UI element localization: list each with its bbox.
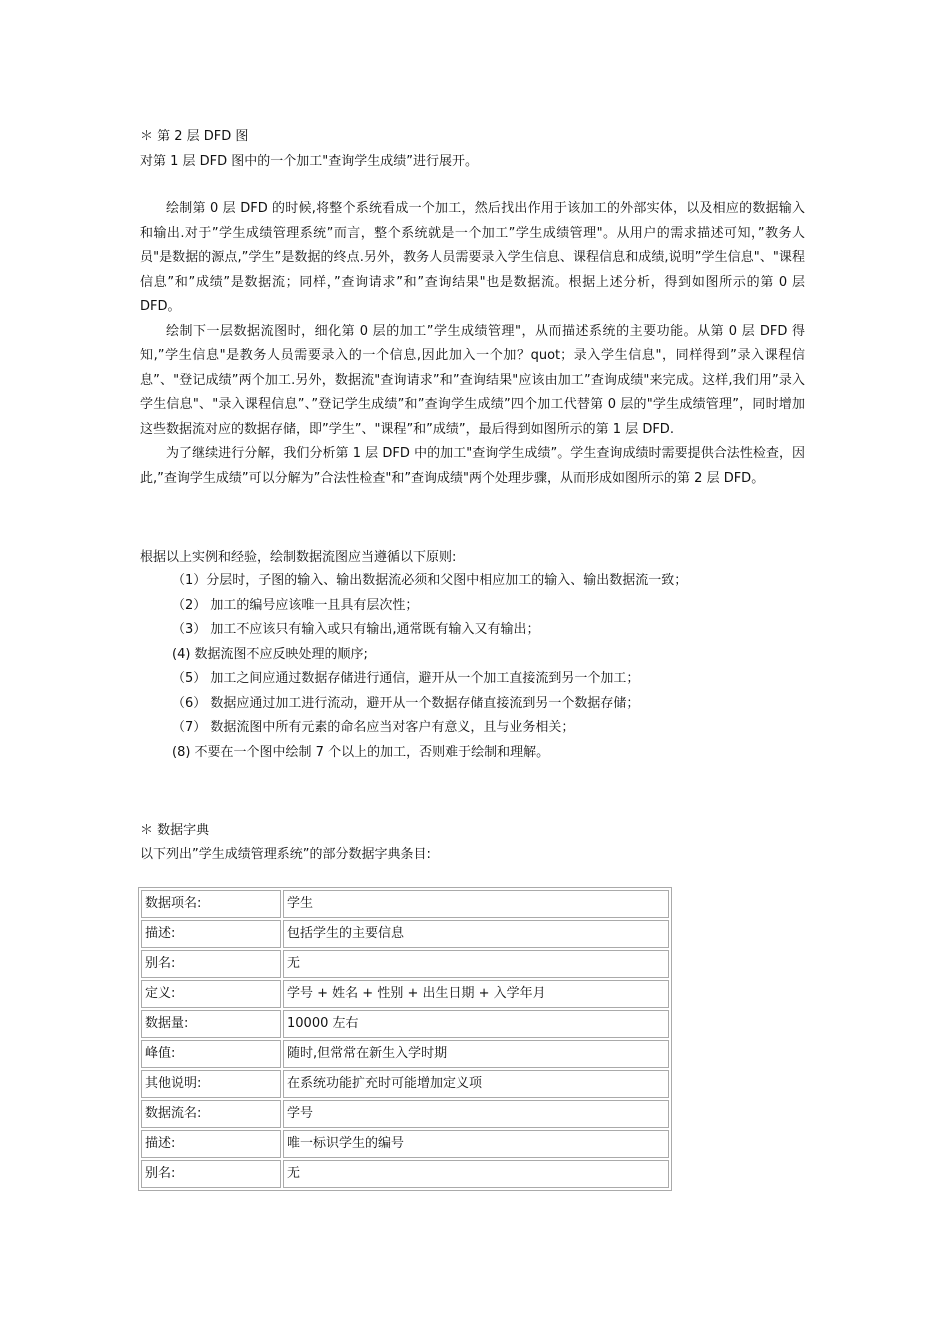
section-heading-dictionary: ＊ 数据字典 [140, 823, 210, 838]
dict-value-cell: 在系统功能扩充时可能增加定义项 [283, 1070, 669, 1098]
table-row [141, 1040, 669, 1068]
dict-value-cell: 学号 + 姓名 + 性别 + 出生日期 + 入学年月 [283, 980, 669, 1008]
dict-key-cell: 别名: [141, 1160, 281, 1188]
section-intro-dictionary: 以下列出”学生成绩管理系统”的部分数据字典条目: [140, 847, 431, 862]
table-row [141, 1070, 669, 1098]
table-row [141, 1010, 669, 1038]
principle-item: （6） 数据应通过加工进行流动，避开从一个数据存储直接流到另一个数据存储； [172, 695, 640, 711]
principle-item: （1）分层时，子图的输入、输出数据流必须和父图中相应加工的输入、输出数据流一致； [172, 573, 688, 588]
paragraph-level0: 绘制第 0 层 DFD 的时候,将整个系统看成一个加工，然后找出作用于该加工的外部实体，以及相应的数据输入和输出.对于”学生成绩管理系统”而言，整个系统就是一个加工”学生成绩管理"。从用户的需求描述可知，”教务人员"是数据的源点,”学生”是数据的终点.另外，教务人员需要录入学生信息、课程信息和成绩,说明”学生信息"、"课程信息”和”成绩”是数据流；同样，”查询请求”和”查询结果"也是数据流。根据上述分析，得到如图所示的第 0 层 DFD。 [140, 201, 805, 314]
dict-value-cell: 无 [283, 950, 669, 978]
dict-value-cell: 学生 [283, 890, 669, 918]
principle-item: （7） 数据流图中所有元素的命名应当对客户有意义，且与业务相关； [172, 720, 575, 735]
principle-item: （3） 加工不应该只有输入或只有输出,通常既有输入又有输出； [172, 622, 540, 637]
table-row [141, 950, 669, 978]
section-intro-dfd2: 对第 1 层 DFD 图中的一个加工"查询学生成绩”进行展开。 [140, 154, 479, 169]
dict-key-cell: 别名: [141, 950, 281, 978]
principle-item: (4) 数据流图不应反映处理的顺序; [172, 646, 368, 662]
table-row [141, 890, 669, 918]
table-row [141, 1160, 669, 1188]
table-row [141, 920, 669, 948]
principle-item: (8) 不要在一个图中绘制 7 个以上的加工，否则难于绘制和理解。 [172, 744, 550, 760]
dict-key-cell: 数据量: [141, 1010, 281, 1038]
dict-key-cell: 其他说明: [141, 1070, 281, 1098]
dict-key-cell: 数据流名: [141, 1100, 281, 1128]
body-paragraphs [140, 197, 805, 491]
principles-intro: 根据以上实例和经验，绘制数据流图应当遵循以下原则: [140, 550, 457, 565]
dict-key-cell: 描述: [141, 920, 281, 948]
dict-value-cell: 随时,但常常在新生入学时期 [283, 1040, 669, 1068]
data-dictionary-table [138, 887, 672, 1191]
section-heading-dfd2: ＊ 第 2 层 DFD 图 [140, 129, 249, 144]
paragraph-level1: 绘制下一层数据流图时，细化第 0 层的加工”学生成绩管理"，从而描述系统的主要功能。从第 0 层 DFD 得知,”学生信息"是教务人员需要录入的一个信息,因此加入一个加？quot；录入学生信息"，同样得到”录入课程信息”、"登记成绩”两个加工.另外，数据流"查询请求”和”查询结果"应该由加工”查询成绩"来完成。这样,我们用”录入学生信息"、"录入课程信息”、”登记学生成绩”和”查询学生成绩”四个加工代替第 0 层的"学生成绩管理”，同时增加这些数据流对应的数据存储，即”学生”、"课程”和”成绩”，最后得到如图所示的第 1 层 DFD. [140, 323, 805, 437]
dict-key-cell: 数据项名: [141, 890, 281, 918]
dict-value-cell: 包括学生的主要信息 [283, 920, 669, 948]
principle-item: （5） 加工之间应通过数据存储进行通信，避开从一个加工直接流到另一个加工； [172, 671, 640, 686]
paragraph-level2: 为了继续进行分解，我们分析第 1 层 DFD 中的加工"查询学生成绩”。学生查询成绩时需要提供合法性检查，因此,”查询学生成绩”可以分解为”合法性检查"和”查询成绩"两个处理步骤，从而形成如图所示的第 2 层 DFD。 [140, 446, 805, 486]
dict-key-cell: 定义: [141, 980, 281, 1008]
dict-key-cell: 峰值: [141, 1040, 281, 1068]
table-row [141, 1100, 669, 1128]
dict-value-cell: 唯一标识学生的编号 [283, 1130, 669, 1158]
table-row [141, 1130, 669, 1158]
dict-key-cell: 描述: [141, 1130, 281, 1158]
table-row [141, 980, 669, 1008]
dict-value-cell: 10000 左右 [283, 1010, 669, 1038]
principle-item: （2） 加工的编号应该唯一且具有层次性； [172, 597, 419, 613]
dict-value-cell: 无 [283, 1160, 669, 1188]
dict-value-cell: 学号 [283, 1100, 669, 1128]
principles-list [172, 569, 687, 765]
